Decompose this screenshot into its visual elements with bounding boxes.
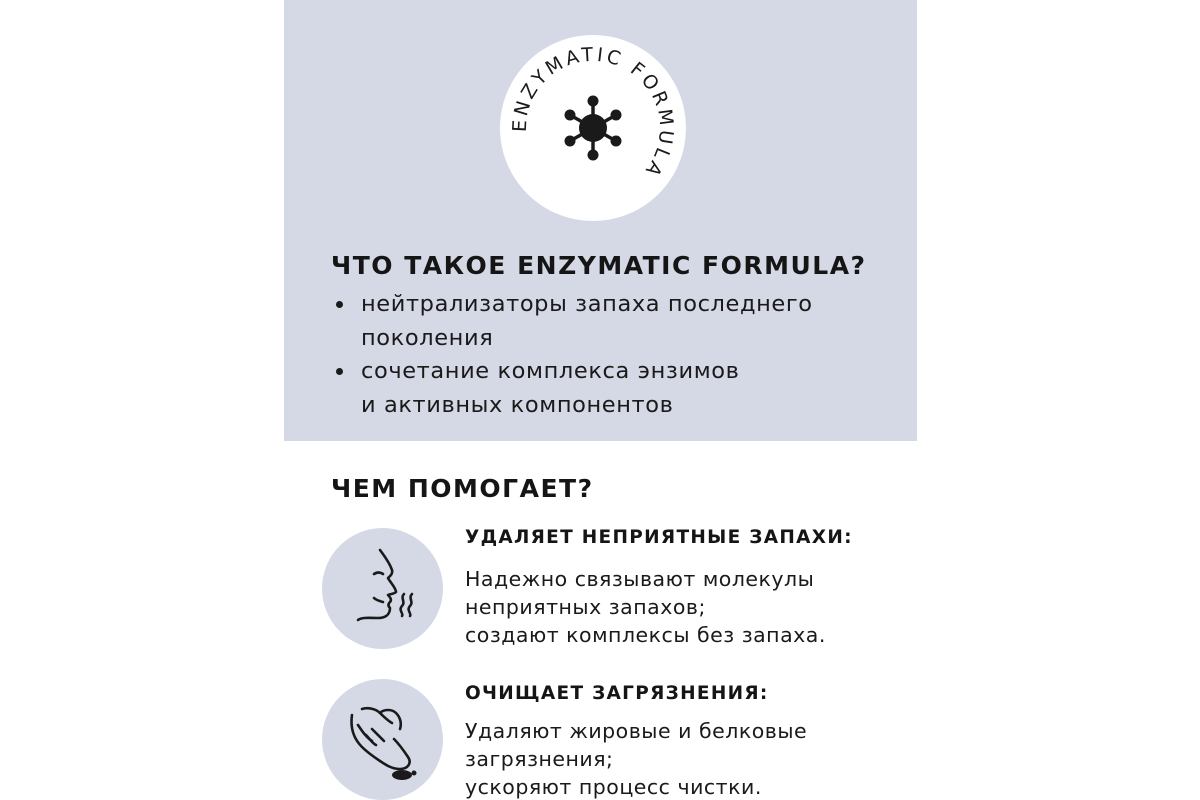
feature-line: создают комплексы без запаха. — [465, 623, 826, 647]
how-it-helps-heading: ЧЕМ ПОМОГАЕТ? — [331, 474, 594, 503]
hands-cleaning-icon — [322, 679, 443, 800]
feature-line: загрязнения; — [465, 747, 614, 771]
face-smell-icon — [322, 528, 443, 649]
bullet-item — [335, 288, 813, 355]
feature-title: ОЧИЩАЕТ ЗАГРЯЗНЕНИЯ: — [465, 683, 769, 704]
feature-description — [465, 565, 826, 649]
feature-line: Надежно связывают молекулы — [465, 567, 815, 591]
feature-icon-circle — [322, 679, 443, 800]
bullet-line: нейтрализаторы запаха последнего — [361, 291, 813, 317]
badge-ring-text: ENZYMATIC FORMULA — [508, 43, 678, 183]
badge-graphic — [500, 35, 686, 221]
feature-line: ускоряют процесс чистки. — [465, 775, 762, 799]
feature-icon-circle — [322, 528, 443, 649]
what-is-heading: ЧТО ТАКОЕ ENZYMATIC FORMULA? — [331, 251, 867, 280]
feature-line: Удаляют жировые и белковые — [465, 719, 808, 743]
bullet-line: сочетание комплекса энзимов — [361, 358, 740, 384]
what-is-bullet-list — [335, 288, 813, 422]
bullet-line: поколения — [361, 324, 494, 351]
bullet-line: и активных компонентов — [361, 391, 674, 418]
enzymatic-formula-badge — [500, 35, 686, 221]
feature-description — [465, 717, 807, 800]
bullet-item — [335, 355, 813, 422]
feature-title: УДАЛЯЕТ НЕПРИЯТНЫЕ ЗАПАХИ: — [465, 527, 853, 548]
feature-line: неприятных запахов; — [465, 595, 706, 619]
